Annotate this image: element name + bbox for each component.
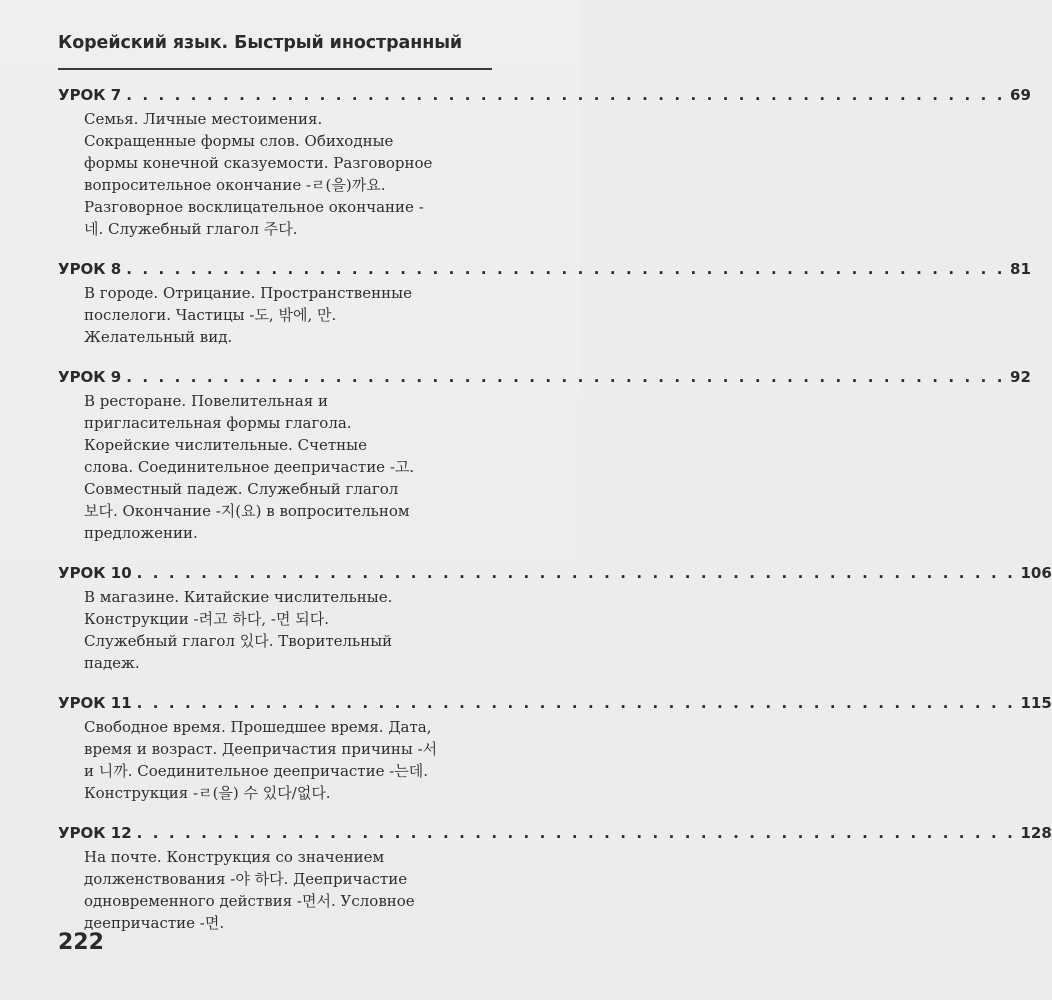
lesson-description: В городе. Отрицание. Пространственные послелоги. Частицы -도, 밖에, 만. Желательный вид.	[84, 284, 412, 346]
running-head: Корейский язык. Быстрый иностранный	[58, 33, 463, 53]
dot-leader: . . . . . . . . . . . . . . . . . . . . . . . . . . . . . . . . . . . . . . . . . . . . . . . . . . . . . . .	[136, 564, 1016, 582]
header-rule	[58, 68, 492, 70]
page-number: 69	[1010, 86, 1031, 104]
dot-leader: . . . . . . . . . . . . . . . . . . . . . . . . . . . . . . . . . . . . . . . . . . . . . . . . . . . . . . .	[136, 824, 1016, 842]
toc-entry-lesson-7	[58, 84, 1031, 240]
lesson-description: В магазине. Китайские числительные. Конструкции -려고 하다, -면 되다. Служебный глагол 있다. Творительный падеж.	[84, 588, 393, 672]
toc-entry-lesson-9	[58, 366, 1031, 544]
page-number: 92	[1010, 368, 1031, 386]
toc-entry-lesson-11	[58, 692, 1052, 804]
toc-entry-lesson-8	[58, 258, 1031, 348]
page-number: 106	[1020, 564, 1052, 582]
table-of-contents	[58, 84, 1052, 952]
lesson-title: УРОК 11	[58, 694, 132, 712]
toc-entry-heading	[58, 258, 1031, 280]
lesson-title: УРОК 7	[58, 86, 122, 104]
page-number: 128	[1020, 824, 1052, 842]
page-number: 115	[1020, 694, 1052, 712]
toc-entry-lesson-12	[58, 822, 1052, 934]
toc-entry-heading	[58, 692, 1052, 714]
lesson-description: На почте. Конструкция со значением долженствования -야 하다. Деепричастие одновременного действия -면서. Условное деепричастие -면.	[84, 848, 415, 932]
lesson-title: УРОК 8	[58, 260, 122, 278]
lesson-title: УРОК 12	[58, 824, 132, 842]
lesson-description: Семья. Личные местоимения. Сокращенные формы слов. Обиходные формы конечной сказуемости. Разговорное вопросительное окончание -ㄹ(을)까요. Разговорное восклицательное окончание - 네. Служебный глагол 주다.	[84, 110, 433, 238]
lesson-title: УРОК 9	[58, 368, 122, 386]
page-folio: 222	[58, 930, 104, 955]
page-number: 81	[1010, 260, 1031, 278]
dot-leader: . . . . . . . . . . . . . . . . . . . . . . . . . . . . . . . . . . . . . . . . . . . . . . . . . . . . . . .	[126, 86, 1006, 104]
dot-leader: . . . . . . . . . . . . . . . . . . . . . . . . . . . . . . . . . . . . . . . . . . . . . . . . . . . . . . .	[136, 694, 1016, 712]
lesson-description: Свободное время. Прошедшее время. Дата, время и возраст. Деепричастия причины -서 и 니까. Соединительное деепричастие -는데. Конструкция -ㄹ(을) 수 있다/없다.	[84, 718, 438, 802]
toc-entry-heading	[58, 562, 1052, 584]
toc-entry-heading	[58, 366, 1031, 388]
toc-entry-heading	[58, 822, 1052, 844]
dot-leader: . . . . . . . . . . . . . . . . . . . . . . . . . . . . . . . . . . . . . . . . . . . . . . . . . . . . . . .	[126, 368, 1006, 386]
lesson-description: В ресторане. Повелительная и пригласительная формы глагола. Корейские числительные. Счетные слова. Соединительное деепричастие -고. Совместный падеж. Служебный глагол 보다. Окончание -지(요) в вопросительном предложении.	[84, 392, 415, 542]
toc-entry-lesson-10	[58, 562, 1052, 674]
toc-entry-heading	[58, 84, 1031, 106]
dot-leader: . . . . . . . . . . . . . . . . . . . . . . . . . . . . . . . . . . . . . . . . . . . . . . . . . . . . . . .	[126, 260, 1006, 278]
lesson-title: УРОК 10	[58, 564, 132, 582]
